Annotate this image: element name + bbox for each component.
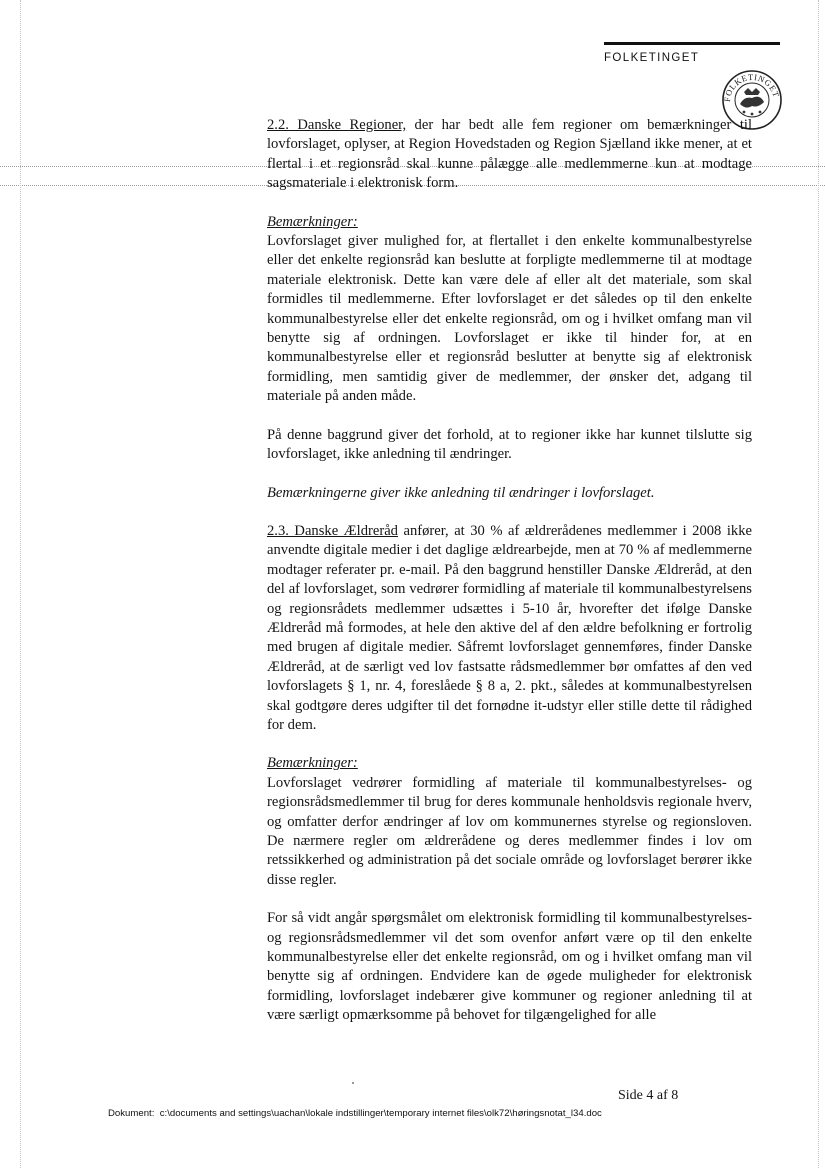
section-heading: 2.3. Danske Ældreråd	[267, 522, 398, 539]
document-label: Dokument:	[108, 1108, 155, 1119]
section-2-3	[267, 522, 752, 735]
page-number: Side 4 af 8	[618, 1088, 679, 1103]
conclusion-paragraph: På denne baggrund giver det forhold, at to regioner ikke har kunnet tilslutte sig lovforslaget, ikke anledning til ændringer.	[267, 426, 752, 463]
remarks-label: Bemærkninger:	[267, 213, 358, 230]
svg-text:FOLKETINGET: FOLKETINGET	[721, 71, 782, 103]
conclusion-italic: Bemærkningerne giver ikke anledning til ændringer i lovforslaget.	[267, 484, 655, 501]
document-body	[267, 116, 752, 1026]
header-rule	[604, 42, 780, 45]
remarks-label: Bemærkninger:	[267, 755, 358, 772]
document-path-value: c:\documents and settings\uachan\lokale indstillinger\temporary internet files\olk72\høringsnotat_l34.doc	[159, 1108, 602, 1119]
document-path	[108, 1108, 602, 1119]
section-heading: 2.2. Danske Regioner,	[267, 117, 407, 133]
margin-guide	[20, 0, 21, 1168]
paragraph-text: anfører, at 30 % af ældrerådenes medlemmer i 2008 ikke anvendte digitale medier i det daglige ældrearbejde, men at 70 % af medlemmerne modtager referater pr. e-mail. På den baggrund henstiller Danske Ældreråd, at den del af lovforslaget, som vedrører formidling af materiale til kommunalbestyrelsens og regionsrådets medlemmer udsættes i 5-10 år, hvorefter det ifølge Danske Ældreråd må formodes, at hele den aktive del af den ældre befolkning er fortrolig med brugen af digitale medier. Såfremt lovforslaget gennemføres, finder Danske Ældreråd, at de særligt ved lov fastsatte rådsmedlemmer bør omfattes af den ved lovforslagets § 1, nr. 4, foreslåede § 8 a, 2. pkt., således at kommunalbestyrelsen skal godtgøre deres udgifter til det fornødne it-udstyr eller stille dette til rådighed for dem.	[267, 522, 752, 733]
closing-paragraph: For så vidt angår spørgsmålet om elektronisk formidling til kommunalbestyrelses- og regionsrådsmedlemmer vil det som ovenfor anført være op til den enkelte kommunalbestyrelse eller det enkelte regionsråd, om og i hvilket omfang man vil benytte sig af ordningen. Endvidere kan de øgede muligheder for elektronisk formidling, lovforslaget indebærer give kommuner og regioner anledning til at være særligt opmærksomme på behovet for tilgængelighed for alle	[267, 910, 752, 1024]
paragraph-text: der har bedt alle fem regioner om bemærkninger til lovforslaget, oplyser, at Region Hovedstaden og Region Sjælland ikke mener, at et flertal i et regionsråd skal kunne pålægge alle medlemmerne kun at modtage sagsmateriale i elektronisk form.	[267, 117, 752, 192]
scan-speck	[352, 1082, 354, 1084]
remarks-paragraph: Lovforslaget giver mulighed for, at flertallet i den enkelte kommunalbestyrelse eller det enkelte regionsråd kan beslutte at forpligte medlemmerne til at modtage materiale elektronisk. Dette kan være dele af eller alt det materiale, som skal formidles til medlemmerne. Efter lovforslaget er det således op til den enkelte kommunalbestyrelse eller det enkelte regionsråd, om og i hvilket omfang man vil benytte sig af ordningen. Lovforslaget er ikke til hinder for, at en kommunalbestyrelse eller et regionsråd beslutter at benytte sig af elektronisk formidling, men samtidig giver de medlemmer, der ønsker det, adgang til materiale på anden måde.	[267, 233, 752, 405]
section-2-2	[267, 116, 752, 194]
margin-guide	[818, 0, 819, 1168]
remarks-paragraph: Lovforslaget vedrører formidling af materiale til kommunalbestyrelses- og regionsrådsmedlemmer til brug for deres kommunale henholdsvis regionale hverv, og omfatter derfor ændringer af lov om kommunernes styrelse og regionsloven. De nærmere regler om ældrerådene og deres medlemmer findes i lov om retssikkerhed og administration på det sociale område og lovforslaget berører ikke disse regler.	[267, 774, 752, 888]
header-org-name: FOLKETINGET	[604, 52, 700, 64]
